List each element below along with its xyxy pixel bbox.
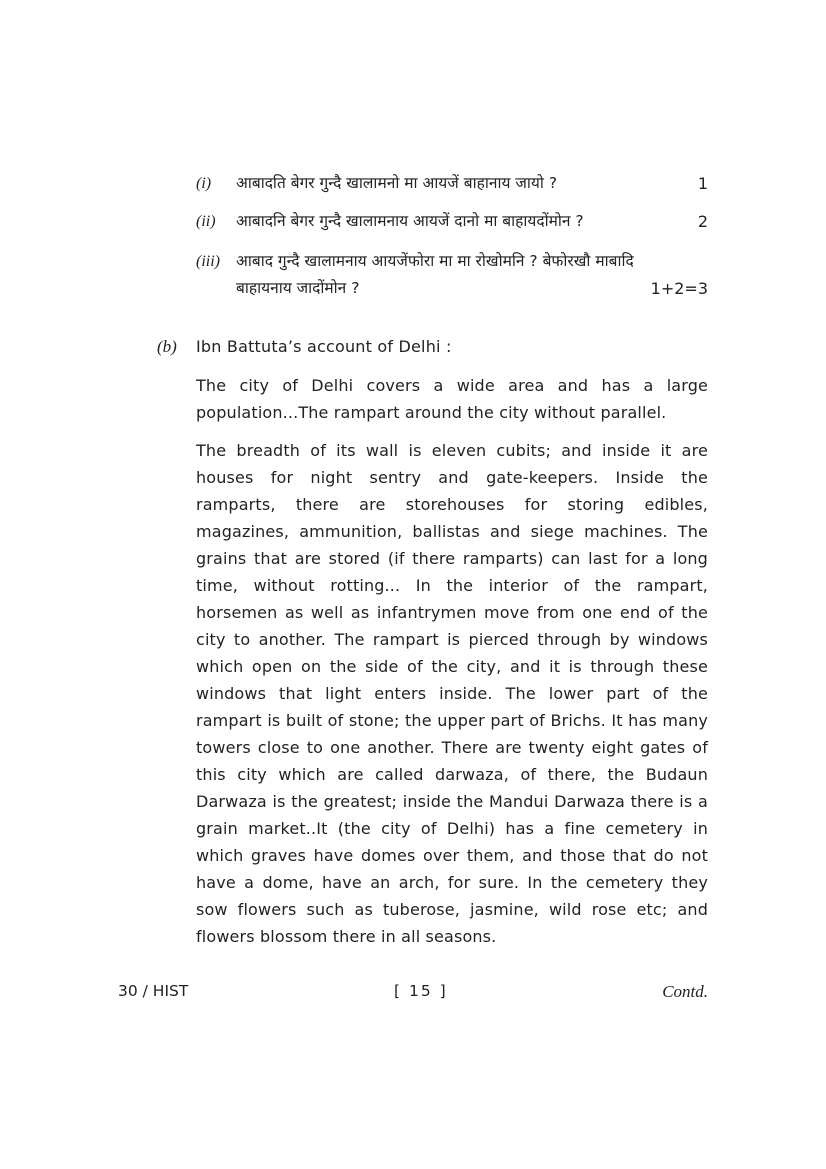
question-text: आबादति बेगर गुन्दै खालामनो मा आयजें बाहानाय जायो ? [236,174,558,192]
section-label: (b) [157,337,177,356]
question-marks: 1 [697,174,708,193]
passage-paragraph-2: The breadth of its wall is eleven cubits; and inside it are houses for night sentry and gate-keepers. Inside the ramparts, there are storehouses for storing edibles, magazines, ammunition, ballistas and siege machines. The grains that are stored (if there ramparts) can last for a long time, without rotting... In the interior of the rampart, horsemen as well as infantrymen move from one end of the city to another. The rampart is pierced through by windows which open on the side of the city, and it is through these windows that light enters inside. The lower part of the rampart is built of stone; the upper part of Brichs. It has many towers close to one another. There are twenty eight gates of this city which are called darwaza, of there, the Budaun Darwaza is the greatest; inside the Mandui Darwaza there is a grain market..It (the city of Delhi) has a fine cemetery in which graves have domes over them, and those that do not have a dome, have an arch, for sure. In the cemetery they sow flowers such as tuberose, jasmine, wild rose etc; and flowers blossom there in all seasons. [196,441,708,946]
question-text-line1: आबाद गुन्दै खालामनाय आयजेंफोरा मा मा रोखोमनि ? बेफोरखौ माबादि [236,252,634,270]
question-marks: 2 [697,212,708,231]
question-iii [196,248,708,304]
paper-code: 30 / HIST [118,982,189,1000]
continued-label: Contd. [662,982,708,1001]
question-text: आबादनि बेगर गुन्दै खालामनाय आयजें दानो मा बाहायदोंमोन ? [236,212,584,230]
passage-paragraph-1: The city of Delhi covers a wide area and has a large population...The rampart around the city without parallel. [196,376,708,422]
question-marks: 1+2=3 [650,279,708,298]
question-number: (iii) [196,253,220,270]
page-number: [ 15 ] [394,982,448,1000]
question-number: (i) [196,175,212,192]
question-number: (ii) [196,213,216,230]
section-title: Ibn Battuta’s account of Delhi : [196,337,452,356]
question-text-line2: बाहायनाय जादोंमोन ? [236,279,360,297]
